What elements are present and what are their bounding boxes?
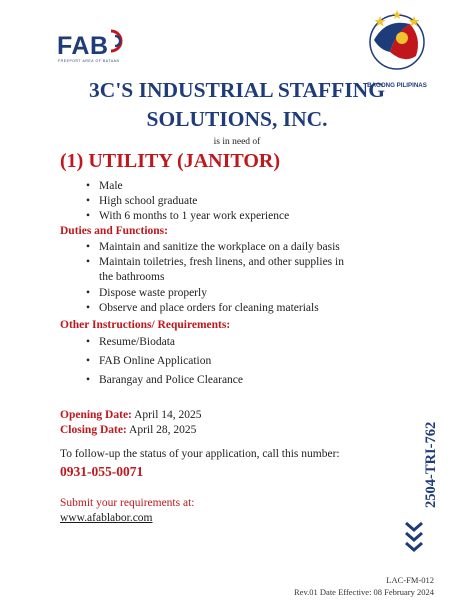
bullet-icon: • xyxy=(86,336,91,348)
submit-text: Submit your requirements at: xyxy=(60,497,195,509)
bullet-icon: • xyxy=(86,195,91,207)
bagong-pilipinas-logo-icon xyxy=(366,8,428,72)
bullet-icon: • xyxy=(86,302,91,314)
follow-up-text: To follow-up the status of your application, call this number: xyxy=(60,448,340,460)
opening-date-value: April 14, 2025 xyxy=(134,409,202,421)
in-need-of-text: is in need of xyxy=(213,137,261,147)
reference-code: 2504-TRI-762 xyxy=(423,421,439,508)
fab-swoosh-icon xyxy=(107,28,129,54)
form-code: LAC-FM-012 xyxy=(386,575,434,585)
company-name-line1: 3C'S INDUSTRIAL STAFFING xyxy=(89,78,385,102)
opening-date xyxy=(60,409,202,421)
bullet-icon: • xyxy=(86,210,91,222)
closing-date xyxy=(60,424,196,436)
bullet-icon: • xyxy=(86,180,91,192)
chevrons-down-icon xyxy=(404,521,424,553)
fab-tagline: FREEPORT AREA OF BATAAN xyxy=(58,59,120,63)
fab-logo-word: FAB xyxy=(57,32,109,60)
duties-heading: Duties and Functions: xyxy=(60,225,168,237)
company-name-line2: SOLUTIONS, INC. xyxy=(146,107,328,131)
bullet-icon: • xyxy=(86,287,91,299)
closing-date-label: Closing Date: xyxy=(60,424,127,436)
job-position: (1) UTILITY (JANITOR) xyxy=(60,150,281,172)
website-link[interactable]: www.afablabor.com xyxy=(60,512,153,524)
bullet-icon: • xyxy=(86,355,91,367)
fab-logo xyxy=(57,28,132,68)
opening-date-label: Opening Date: xyxy=(60,409,132,421)
form-revision: Rev.01 Date Effective: 08 February 2024 xyxy=(294,587,434,597)
requirements-heading: Other Instructions/ Requirements: xyxy=(60,319,231,331)
bullet-icon: • xyxy=(86,241,91,253)
bullet-icon: • xyxy=(86,256,91,268)
bullet-icon: • xyxy=(86,374,91,386)
contact-phone: 0931-055-0071 xyxy=(60,464,144,479)
closing-date-value: April 28, 2025 xyxy=(129,424,197,436)
bagong-pilipinas-text: BAGONG PILIPINAS xyxy=(367,82,427,89)
